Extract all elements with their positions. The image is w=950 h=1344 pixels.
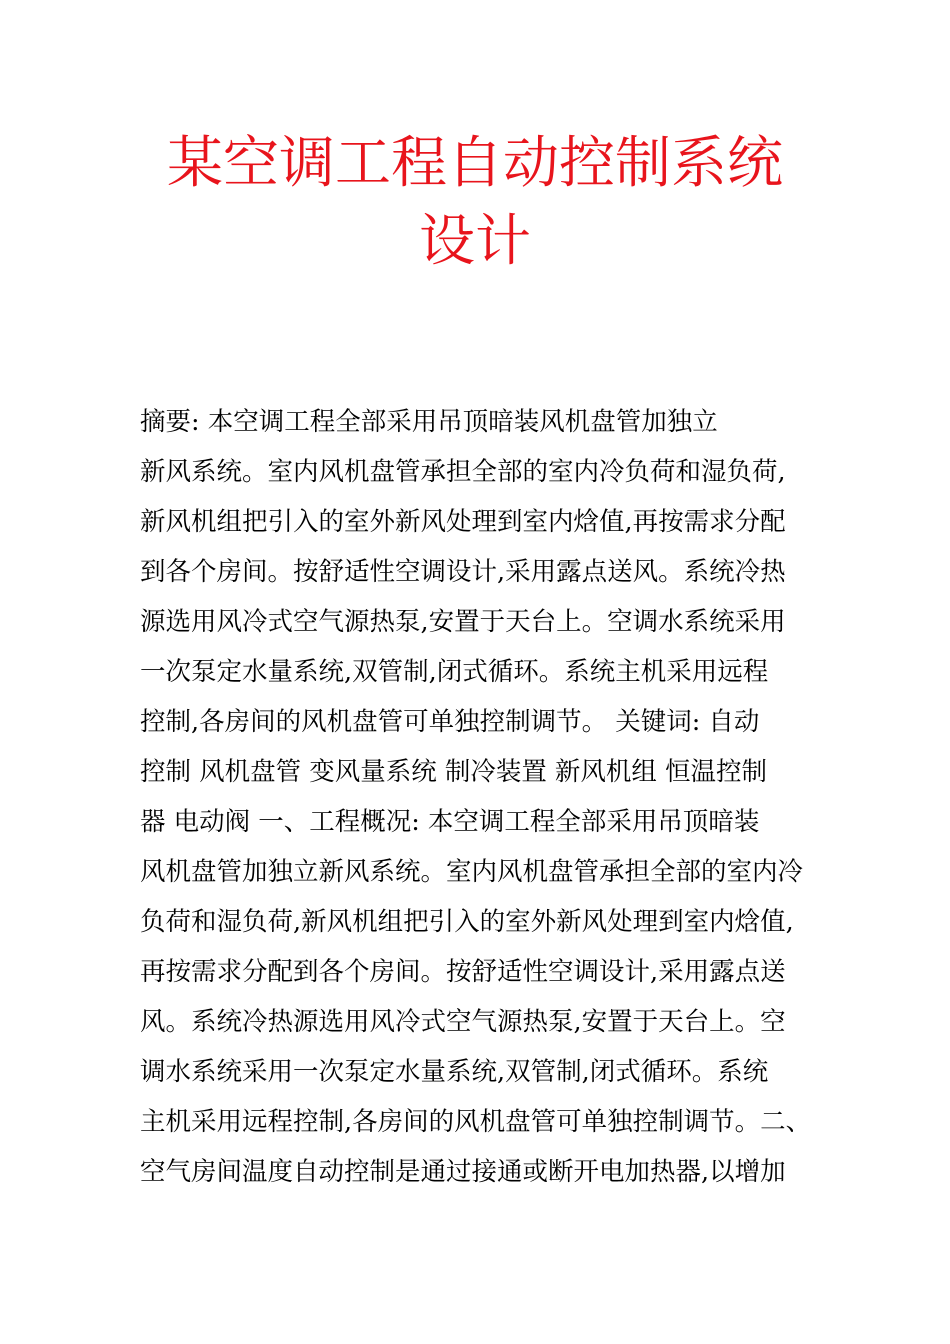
body-line: 新风系统。室内风机盘管承担全部的室内冷负荷和湿负荷, [140, 457, 786, 487]
body-line: 再按需求分配到各个房间。按舒适性空调设计,采用露点送 [140, 957, 786, 987]
body-line: 摘要: 本空调工程全部采用吊顶暗装风机盘管加独立 [140, 407, 718, 437]
body-line: 新风机组把引入的室外新风处理到室内焓值,再按需求分配 [140, 507, 786, 537]
body-line: 源选用风冷式空气源热泵,安置于天台上。空调水系统采用 [140, 607, 786, 637]
document-title-line-1: 某空调工程自动控制系统 [167, 131, 783, 196]
body-line: 主机采用远程控制,各房间的风机盘管可单独控制调节。二、 [140, 1107, 812, 1137]
body-line: 调水系统采用一次泵定水量系统,双管制,闭式循环。系统 [140, 1057, 769, 1087]
body-line: 控制,各房间的风机盘管可单独控制调节。 关键词: 自动 [140, 707, 760, 737]
body-line: 空气房间温度自动控制是通过接通或断开电加热器,以增加 [140, 1157, 786, 1187]
body-line: 控制 风机盘管 变风量系统 制冷装置 新风机组 恒温控制 [140, 757, 768, 787]
body-line: 负荷和湿负荷,新风机组把引入的室外新风处理到室内焓值, [140, 907, 794, 937]
document-title-line-2: 设计 [419, 209, 531, 274]
body-line: 器 电动阀 一、工程概况: 本空调工程全部采用吊顶暗装 [140, 807, 760, 837]
body-line: 到各个房间。按舒适性空调设计,采用露点送风。系统冷热 [140, 557, 786, 587]
body-line: 风机盘管加独立新风系统。室内风机盘管承担全部的室内冷 [140, 857, 804, 887]
body-line: 一次泵定水量系统,双管制,闭式循环。系统主机采用远程 [140, 657, 769, 687]
body-line: 风。系统冷热源选用风冷式空气源热泵,安置于天台上。空 [140, 1007, 786, 1037]
